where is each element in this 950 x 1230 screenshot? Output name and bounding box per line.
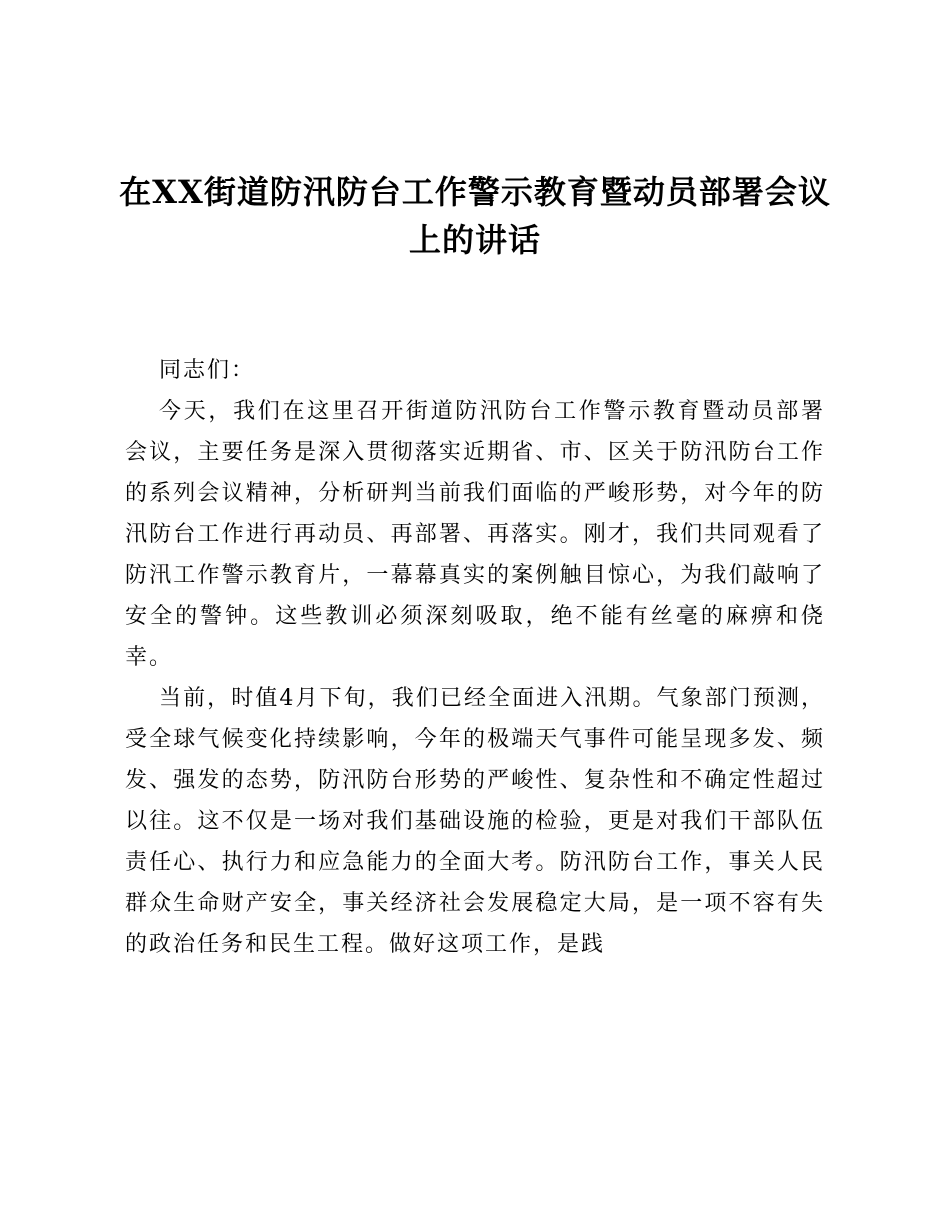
document-title: 在XX街道防汛防台工作警示教育暨动员部署会议上的讲话 <box>119 173 831 259</box>
paragraph: 当前，时值4月下旬，我们已经全面进入汛期。气象部门预测，受全球气候变化持续影响，今年的极端天气事件可能呈现多发、频发、强发的态势，防汛防台形势的严峻性、复杂性和不确定性超过以往。这不仅是一场对我们基础设施的检验，更是对我们干部队伍责任心、执行力和应急能力的全面大考。防汛防台工作，事关人民群众生命财产安全，事关经济社会发展稳定大局，是一项不容有失的政治任务和民生工程。做好这项工作，是践 <box>125 686 825 957</box>
document-body <box>125 350 825 965</box>
paragraph: 今天，我们在这里召开街道防汛防台工作警示教育暨动员部署会议，主要任务是深入贯彻落实近期省、市、区关于防汛防台工作的系列会议精神，分析研判当前我们面临的严峻形势，对今年的防汛防台工作进行再动员、再部署、再落实。刚才，我们共同观看了防汛工作警示教育片，一幕幕真实的案例触目惊心，为我们敲响了安全的警钟。这些教训必须深刻吸取，绝不能有丝毫的麻痹和侥幸。 <box>125 399 825 670</box>
salutation: 同志们： <box>159 358 256 383</box>
